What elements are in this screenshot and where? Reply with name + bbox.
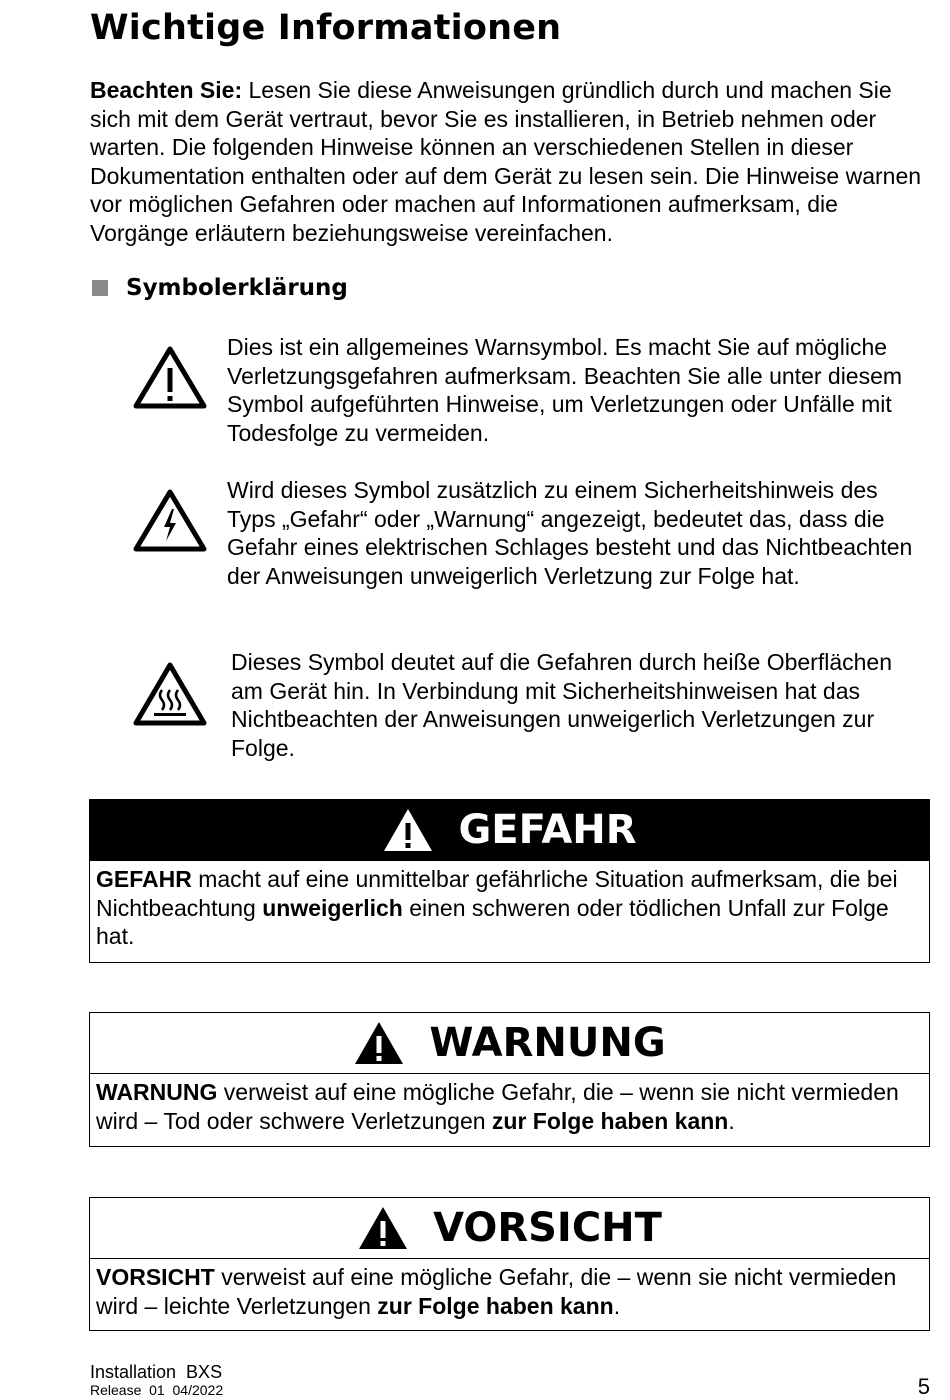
bullet-square-icon [92, 280, 108, 296]
warning-triangle-icon [353, 1020, 405, 1066]
symbol-description-hot: Dieses Symbol deutet auf die Gefahren durch heiße Oberflächen am Gerät hin. In Verbindung mit Sicherheitshinweisen hat das Nichtbeachten der Anweisungen unweigerlich Verletzungen zur Folge. [231, 649, 892, 761]
hot-surface-icon [132, 660, 208, 728]
warning-header [90, 1013, 929, 1074]
danger-text-2: einen schweren oder tödlichen Unfall zur Folge hat. [96, 894, 889, 950]
electric-shock-icon [132, 487, 208, 553]
intro-text: Lesen Sie diese Anweisungen gründlich durch und machen Sie sich mit dem Gerät vertraut, bevor Sie es installieren, in Betrieb nehmen oder warten. Die folgenden Hinweise können an verschiedenen Stellen in dieser Dokumentation enthalten oder auf dem Gerät zu lesen sein. Die Hinweise warnen vor möglichen Gefahren oder machen auf Informationen aufmerksam, die Vorgänge erläutern beziehungsweise vereinfachen. [90, 77, 922, 246]
footer-document-name: Installation BXS [90, 1362, 223, 1382]
page-title: Wichtige Informationen [90, 8, 562, 48]
warning-lead: WARNUNG [96, 1079, 218, 1105]
warning-emphasis: zur Folge haben kann [491, 1107, 729, 1134]
section-heading-label: Symbolerklärung [126, 275, 348, 301]
warning-text-1: verweist auf eine mögliche Gefahr, die – wenn sie nicht vermieden wird – Tod oder schwere Verletzungen [96, 1079, 899, 1134]
warning-notice-box [89, 1012, 930, 1147]
danger-title: GEFAHR [458, 807, 637, 853]
danger-body [90, 861, 929, 959]
caution-lead: VORSICHT [96, 1264, 215, 1290]
caution-text-2: . [613, 1292, 621, 1319]
danger-emphasis: unweigerlich [262, 894, 403, 921]
page-number: 5 [917, 1374, 930, 1399]
caution-emphasis: zur Folge haben kann [377, 1292, 614, 1319]
intro-paragraph [90, 76, 936, 248]
caution-text-1: verweist auf eine mögliche Gefahr, die – wenn sie nicht vermieden wird – leichte Verletzungen [96, 1264, 897, 1319]
warning-body [90, 1074, 929, 1143]
intro-label: Beachten Sie: [90, 77, 243, 103]
warning-triangle-icon [382, 807, 434, 853]
warning-text-2: . [728, 1107, 735, 1134]
danger-notice-box [89, 799, 930, 963]
danger-header [90, 800, 929, 861]
caution-notice-box [89, 1197, 930, 1331]
caution-body [90, 1259, 929, 1328]
danger-lead: GEFAHR [96, 866, 192, 892]
caution-title: VORSICHT [433, 1205, 662, 1251]
symbol-description-electric: Wird dieses Symbol zusätzlich zu einem Sicherheitshinweis des Typs „Gefahr“ oder „Warnung“ angezeigt, bedeutet das, dass die Gefahr eines elektrischen Schlages besteht und das Nichtbeachten der Anweisungen unweigerlich Verletzung zur Folge hat. [227, 477, 913, 589]
caution-header [90, 1198, 929, 1259]
symbol-description-general: Dies ist ein allgemeines Warnsymbol. Es macht Sie auf mögliche Verletzungsgefahren aufmerksam. Beachten Sie alle unter diesem Symbol aufgeführten Hinweise, um Verletzungen oder Unfälle mit Todesfolge zu vermeiden. [227, 334, 903, 446]
danger-text-1: macht auf eine unmittelbar gefährliche Situation aufmerksam, die bei Nichtbeachtung [96, 866, 898, 921]
warning-triangle-icon [357, 1205, 409, 1251]
warning-triangle-icon [132, 344, 208, 410]
warning-title: WARNUNG [429, 1020, 666, 1066]
footer-release: Release 01 04/2022 [90, 1382, 224, 1398]
section-heading [92, 275, 348, 301]
